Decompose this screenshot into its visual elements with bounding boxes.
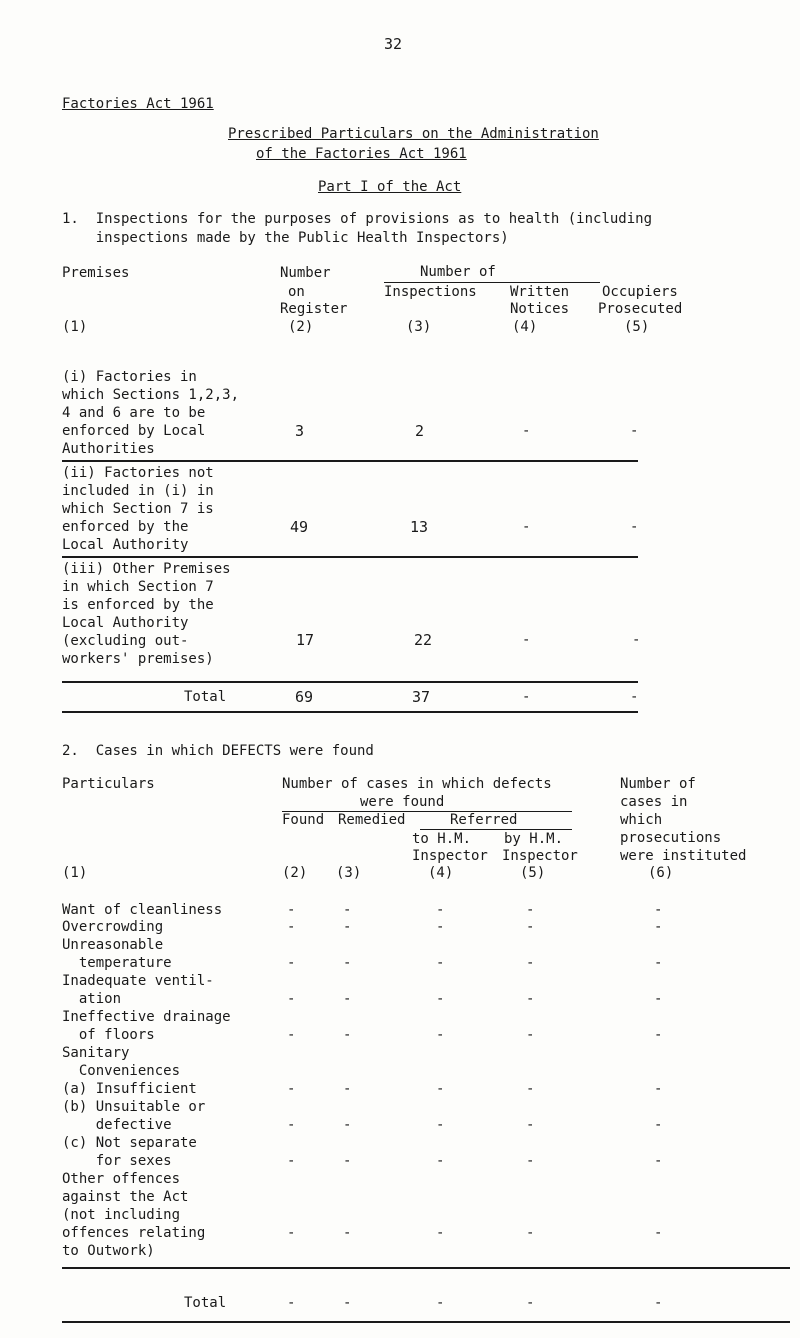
col-header-to-hm-inspector: Inspector xyxy=(412,848,488,864)
cell-to-hm: - xyxy=(436,902,445,918)
col-header-notices: Notices xyxy=(510,301,570,317)
cell-notices: - xyxy=(522,519,531,535)
cell-to-hm: - xyxy=(436,1027,445,1043)
cell-found: - xyxy=(287,1081,296,1097)
row-label-line: temperature xyxy=(62,955,172,971)
cell-to-hm: - xyxy=(436,919,445,935)
total-label: Total xyxy=(184,689,227,705)
cell-remedied: - xyxy=(343,1027,352,1043)
col-header-number-of-cases: Number of cases in which defects xyxy=(282,776,552,792)
cell-by-hm: - xyxy=(526,1117,535,1133)
cell-found: - xyxy=(287,1225,296,1241)
col-header-found: Found xyxy=(282,812,325,828)
col-header-by-hm: by H.M. xyxy=(504,831,564,847)
cell-by-hm: - xyxy=(526,1225,535,1241)
total-inspections: 37 xyxy=(412,688,431,706)
cell-remedied: - xyxy=(343,1153,352,1169)
cell-by-hm: - xyxy=(526,991,535,1007)
col-header-prosecutions-5: were instituted xyxy=(620,848,747,864)
cell-inspections: 22 xyxy=(414,631,433,649)
cell-inspections: 2 xyxy=(415,422,425,440)
col-header-occupiers: Occupiers xyxy=(602,284,678,300)
col-header-prosecutions-4: prosecutions xyxy=(620,830,722,846)
col-header-referred: Referred xyxy=(450,812,518,828)
cell-remedied: - xyxy=(343,1081,352,1097)
cell-by-hm: - xyxy=(526,1081,535,1097)
referred-rule xyxy=(420,829,572,830)
row-label-line: offences relating xyxy=(62,1225,206,1241)
col-header-premises: Premises xyxy=(62,265,130,281)
row-label-line: included in (i) in xyxy=(62,483,214,499)
col-num-4: (4) xyxy=(428,865,454,881)
col-header-number-of: Number of xyxy=(420,264,496,280)
cell-prosecuted: - xyxy=(630,423,639,439)
cell-prosecutions: - xyxy=(654,991,663,1007)
col-header-to-hm: to H.M. xyxy=(412,831,472,847)
number-of-rule xyxy=(384,282,600,283)
col-num-5: (5) xyxy=(624,319,650,335)
row-label-line: (excluding out- xyxy=(62,633,189,649)
cell-to-hm: - xyxy=(436,1081,445,1097)
col-header-on: on xyxy=(288,284,305,300)
row-label-line: ation xyxy=(62,991,122,1007)
cell-by-hm: - xyxy=(526,955,535,971)
total-prosecuted: - xyxy=(630,689,639,705)
cell-prosecutions: - xyxy=(654,1225,663,1241)
col-header-prosecuted: Prosecuted xyxy=(598,301,683,317)
subheading-1: Prescribed Particulars on the Administration xyxy=(228,126,599,142)
row-label-line: Inadequate ventil- xyxy=(62,973,214,989)
row-label-line: (ii) Factories not xyxy=(62,465,214,481)
cell-found: - xyxy=(287,1117,296,1133)
cell-found: - xyxy=(287,902,296,918)
col-num-3: (3) xyxy=(406,319,432,335)
col-num-2: (2) xyxy=(288,319,314,335)
cell-to-hm: - xyxy=(436,955,445,971)
row-label-line: to Outwork) xyxy=(62,1243,155,1259)
cell-remedied: - xyxy=(343,991,352,1007)
col-header-by-hm-inspector: Inspector xyxy=(502,848,578,864)
row-label-line: Ineffective drainage xyxy=(62,1009,231,1025)
row-label-line: (c) Not separate xyxy=(62,1135,197,1151)
cell-prosecutions: - xyxy=(654,955,663,971)
row-label-line: Authorities xyxy=(62,441,155,457)
cell-prosecutions: - xyxy=(654,902,663,918)
row-divider xyxy=(62,460,638,462)
cell-found: - xyxy=(287,1153,296,1169)
total-prosecutions: - xyxy=(654,1295,663,1311)
cell-remedied: - xyxy=(343,1117,352,1133)
row-label-line: Want of cleanliness xyxy=(62,902,223,918)
row-label-line: (not including xyxy=(62,1207,181,1223)
subheading-2: of the Factories Act 1961 xyxy=(256,146,467,162)
cell-remedied: - xyxy=(343,919,352,935)
cell-by-hm: - xyxy=(526,1027,535,1043)
row-label-line: which Sections 1,2,3, xyxy=(62,387,240,403)
row-label-line: which Section 7 is xyxy=(62,501,214,517)
cell-prosecutions: - xyxy=(654,1117,663,1133)
section1-intro-line2: inspections made by the Public Health Inspectors) xyxy=(62,230,509,246)
section1-intro-line1: 1. Inspections for the purposes of provisions as to health (including xyxy=(62,211,653,227)
cell-found: - xyxy=(287,991,296,1007)
total-found: - xyxy=(287,1295,296,1311)
cell-notices: - xyxy=(522,423,531,439)
cell-register: 49 xyxy=(290,518,309,536)
row-label-line: Other offences xyxy=(62,1171,181,1187)
col-header-number: Number xyxy=(280,265,331,281)
cell-remedied: - xyxy=(343,902,352,918)
total-by-hm: - xyxy=(526,1295,535,1311)
col-num-2: (2) xyxy=(282,865,308,881)
row-label-line: against the Act xyxy=(62,1189,189,1205)
cell-register: 17 xyxy=(296,631,315,649)
cell-to-hm: - xyxy=(436,1225,445,1241)
cell-prosecutions: - xyxy=(654,1081,663,1097)
row-label-line: enforced by Local xyxy=(62,423,206,439)
col-num-4: (4) xyxy=(512,319,538,335)
cell-prosecuted: - xyxy=(630,519,639,535)
row-label-line: Conveniences xyxy=(62,1063,181,1079)
cell-prosecutions: - xyxy=(654,1027,663,1043)
cell-by-hm: - xyxy=(526,1153,535,1169)
table-bottom-rule xyxy=(62,1321,790,1323)
row-label-line: defective xyxy=(62,1117,172,1133)
row-label-line: (i) Factories in xyxy=(62,369,197,385)
col-num-6: (6) xyxy=(648,865,674,881)
col-num-3: (3) xyxy=(336,865,362,881)
cell-found: - xyxy=(287,1027,296,1043)
total-label: Total xyxy=(184,1295,227,1311)
subheading-3: Part I of the Act xyxy=(318,179,462,195)
total-register: 69 xyxy=(295,688,314,706)
col-header-were-found: were found xyxy=(360,794,445,810)
row-label-line: Overcrowding xyxy=(62,919,164,935)
cell-found: - xyxy=(287,955,296,971)
table-total-top-rule xyxy=(62,1267,790,1269)
col-header-written: Written xyxy=(510,284,570,300)
row-label-line: 4 and 6 are to be xyxy=(62,405,206,421)
row-divider xyxy=(62,556,638,558)
section2-intro: 2. Cases in which DEFECTS were found xyxy=(62,743,374,759)
col-header-prosecutions-3: which xyxy=(620,812,663,828)
cell-to-hm: - xyxy=(436,1153,445,1169)
col-header-register: Register xyxy=(280,301,348,317)
col-header-particulars: Particulars xyxy=(62,776,155,792)
row-label-line: enforced by the xyxy=(62,519,189,535)
cell-notices: - xyxy=(522,632,531,648)
cases-rule xyxy=(282,811,572,812)
col-header-prosecutions-1: Number of xyxy=(620,776,696,792)
cell-to-hm: - xyxy=(436,1117,445,1133)
cell-prosecutions: - xyxy=(654,919,663,935)
row-label-line: (b) Unsuitable or xyxy=(62,1099,206,1115)
row-label-line: for sexes xyxy=(62,1153,172,1169)
row-divider xyxy=(62,681,638,683)
row-label-line: (a) Insufficient xyxy=(62,1081,197,1097)
total-notices: - xyxy=(522,689,531,705)
cell-found: - xyxy=(287,919,296,935)
row-label-line: (iii) Other Premises xyxy=(62,561,231,577)
row-label-line: of floors xyxy=(62,1027,155,1043)
col-num-1: (1) xyxy=(62,319,88,335)
cell-by-hm: - xyxy=(526,919,535,935)
row-label-line: Local Authority xyxy=(62,537,189,553)
row-label-line: Local Authority xyxy=(62,615,189,631)
table-bottom-rule xyxy=(62,711,638,713)
cell-remedied: - xyxy=(343,955,352,971)
cell-by-hm: - xyxy=(526,902,535,918)
row-label-line: is enforced by the xyxy=(62,597,214,613)
row-label-line: Sanitary xyxy=(62,1045,130,1061)
page-number: 32 xyxy=(384,35,403,53)
row-label-line: in which Section 7 xyxy=(62,579,214,595)
col-header-inspections: Inspections xyxy=(384,284,477,300)
col-header-prosecutions-2: cases in xyxy=(620,794,688,810)
total-to-hm: - xyxy=(436,1295,445,1311)
cell-to-hm: - xyxy=(436,991,445,1007)
cell-register: 3 xyxy=(295,422,305,440)
col-header-remedied: Remedied xyxy=(338,812,406,828)
cell-inspections: 13 xyxy=(410,518,429,536)
total-remedied: - xyxy=(343,1295,352,1311)
col-num-5: (5) xyxy=(520,865,546,881)
cell-prosecuted: - xyxy=(632,632,641,648)
cell-remedied: - xyxy=(343,1225,352,1241)
page-title: Factories Act 1961 xyxy=(62,96,214,112)
col-num-1: (1) xyxy=(62,865,88,881)
row-label-line: workers' premises) xyxy=(62,651,214,667)
cell-prosecutions: - xyxy=(654,1153,663,1169)
row-label-line: Unreasonable xyxy=(62,937,164,953)
